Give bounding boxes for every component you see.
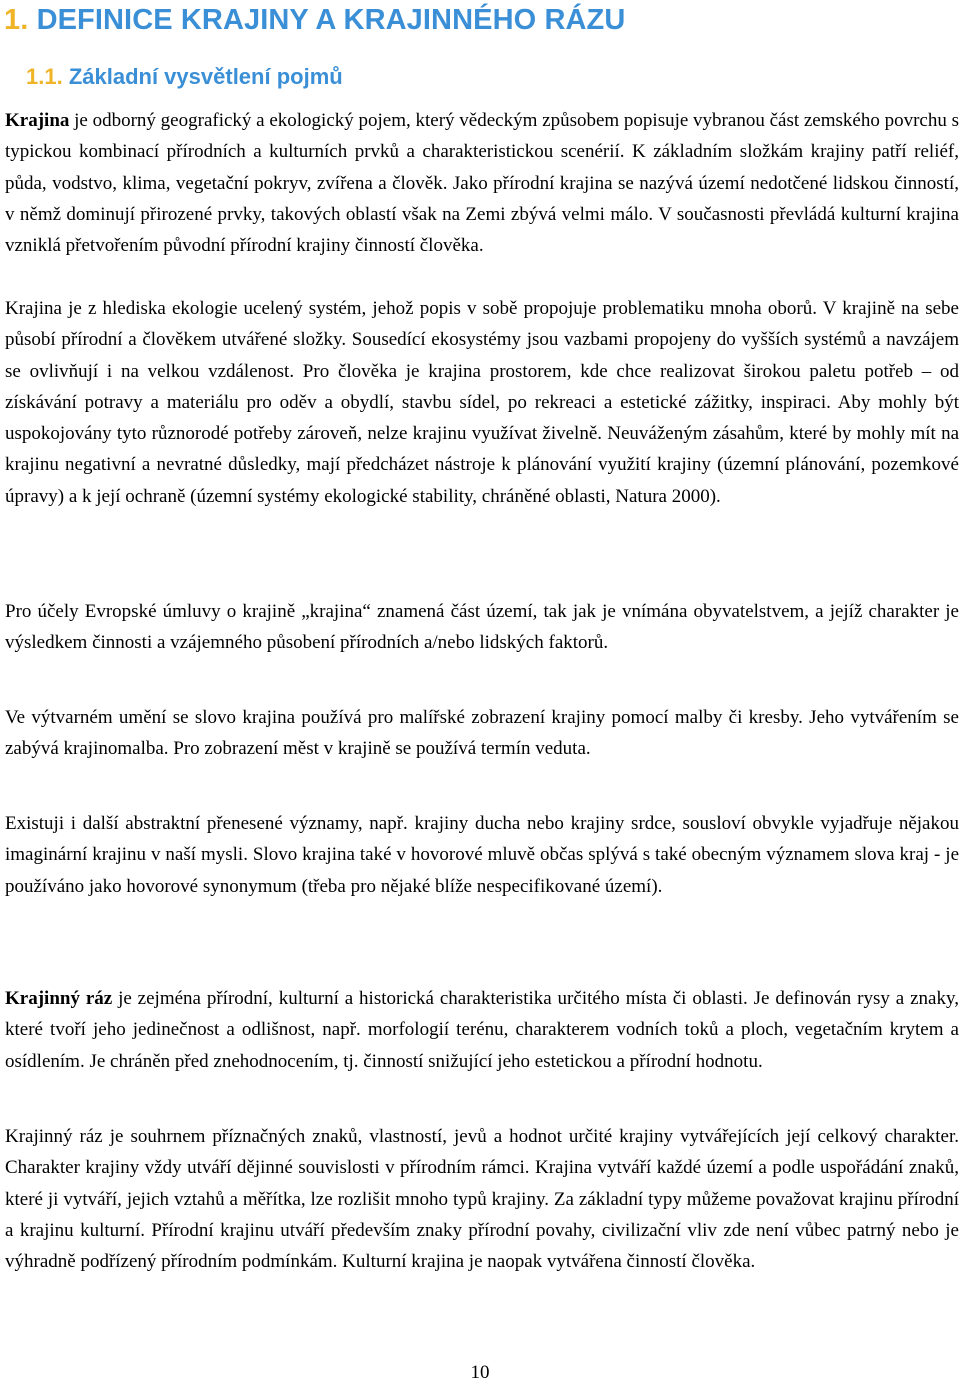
paragraph-krajina-definition <box>5 105 959 261</box>
chapter-title: DEFINICE KRAJINY A KRAJINNÉHO RÁZU <box>36 4 626 36</box>
term-krajina: Krajina <box>5 110 70 131</box>
chapter-heading <box>4 2 625 38</box>
page-number: 10 <box>470 1362 490 1383</box>
paragraph-text: Pro účely Evropské úmluvy o krajině „krajina“ znamená část území, tak jak je vnímána obyvatelstvem, a jejíž charakter je výsledkem činnosti a vzájemného působení přírodních a/nebo lidských faktorů. <box>5 601 959 654</box>
section-number: 1.1. <box>26 64 63 89</box>
section-title: Základní vysvětlení pojmů <box>68 64 343 89</box>
paragraph-art <box>5 702 959 765</box>
paragraph-text: je zejména přírodní, kulturní a historická charakteristika určitého místa či oblasti. Je definován rysy a znaky, které tvoří jeho jedinečnost a odlišnost, např. morfologií terénu, charakterem vodních toků a ploch, vegetačním krytem a osídlením. Je chráněn před znehodnocením, tj. činností snižující jeho estetickou a přírodní hodnotu. <box>5 988 959 1072</box>
paragraph-text: Krajina je z hlediska ekologie ucelený systém, jehož popis v sobě propojuje problematiku mnoha oborů. V krajině na sebe působí přírodní a člověkem utvářené složky. Sousedící ekosystémy jsou vazbami propojeny do vyšších systémů a navzájem se ovlivňují i na velkou vzdálenost. Pro člověka je krajina prostorem, kde chce realizovat širokou paletu potřeb – od získávání potravy a materiálu pro oděv a obydlí, stavbu sídel, po rekreaci a estetické zážitky, inspiraci. Aby mohly být uspokojovány tyto různorodé potřeby zároveň, nelze krajinu využívat živelně. Neuváženým zásahům, které by mohly mít na krajinu negativní a nevratné důsledky, mají předcházet nástroje k plánování využití krajiny (územní plánování, pozemkové úpravy) a k její ochraně (územní systémy ekologické stability, chráněné oblasti, Natura 2000). <box>5 298 959 507</box>
section-heading <box>26 62 343 92</box>
paragraph-abstract-meanings <box>5 808 959 902</box>
term-krajinny-raz: Krajinný ráz <box>5 988 113 1009</box>
paragraph-krajinny-raz-definition <box>5 983 959 1077</box>
paragraph-text: Ve výtvarném umění se slovo krajina používá pro malířské zobrazení krajiny pomocí malby či kresby. Jeho vytvářením se zabývá krajinomalba. Pro zobrazení měst v krajině se používá termín veduta. <box>5 707 959 760</box>
paragraph-krajina-ecology <box>5 293 959 512</box>
paragraph-text: Krajinný ráz je souhrnem příznačných znaků, vlastností, jevů a hodnot určité krajiny vytvářejících její celkový charakter. Charakter krajiny vždy utváří dějinné souvislosti v přírodním rámci. Krajina vytváří každé území a podle uspořádání znaků, které ji vytváří, jejich vztahů a měřítka, lze rozlišit mnoho typů krajiny. Za základní typy můžeme považovat krajinu přírodní a krajinu kulturní. Přírodní krajinu utváří především znaky přírodní povahy, civilizační vliv zde není vůbec patrný nebo je výhradně podřízený přírodním podmínkám. Kulturní krajina je naopak vytvářena činností člověka. <box>5 1126 959 1273</box>
paragraph-text: Existuji i další abstraktní přenesené významy, např. krajiny ducha nebo krajiny srdce, sousloví obvykle vyjadřuje nějakou imaginární krajinu v naší mysli. Slovo krajina také v hovorové mluvě občas splývá s také obecným významem slova kraj - je používáno jako hovorové synonymum (třeba pro nějaké blíže nespecifikované území). <box>5 813 959 897</box>
paragraph-krajinny-raz-summary <box>5 1121 959 1277</box>
paragraph-text: je odborný geografický a ekologický pojem, který vědeckým způsobem popisuje vybranou část zemského povrchu s typickou kombinací přírodních a kulturních prvků a charakteristickou scenérií. K základním složkám krajiny patří reliéf, půda, vodstvo, klima, vegetační pokryv, zvířena a člověk. Jako přírodní krajina se nazývá území nedotčené lidskou činností, v němž dominují přirozené prvky, takových oblastí však na Zemi zbývá velmi málo. V současnosti převládá kulturní krajina vzniklá přetvořením původní přírodní krajiny činností člověka. <box>5 110 959 257</box>
chapter-number: 1. <box>4 4 29 36</box>
paragraph-european-convention <box>5 596 959 659</box>
